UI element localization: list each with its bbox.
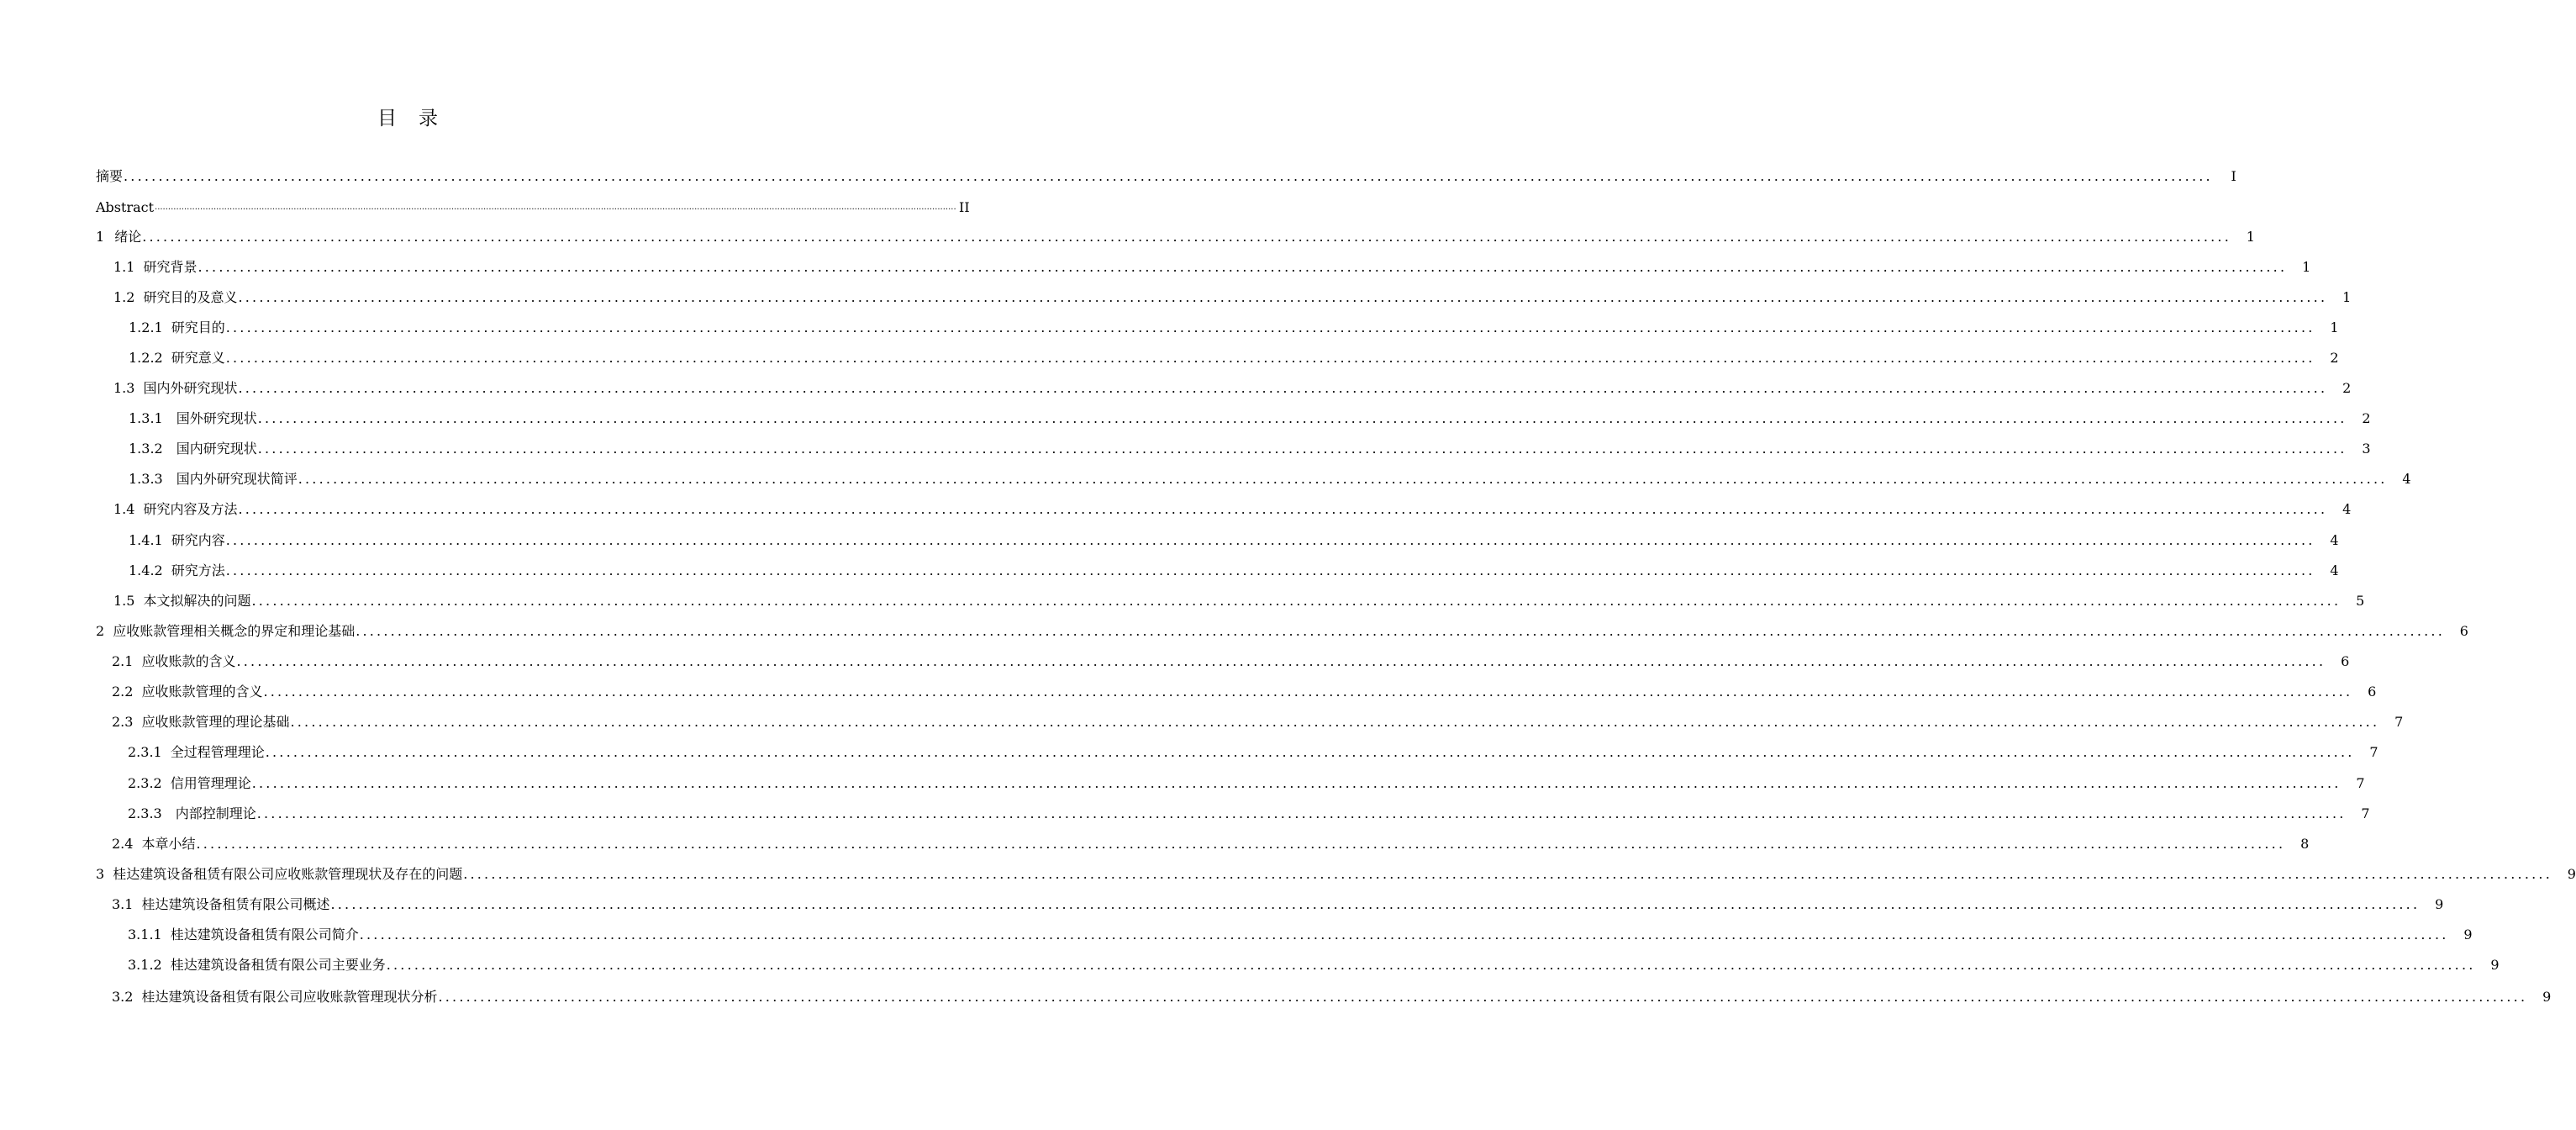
toc-entry[interactable] (129, 316, 2339, 336)
toc-entry-number: 3.2 (112, 989, 134, 1005)
toc-entry[interactable] (129, 529, 2339, 549)
toc-entry-title: 内部控制理论 (175, 805, 256, 821)
toc-entry[interactable] (112, 985, 2552, 1006)
toc-entry-page-number: 1 (2342, 289, 2352, 305)
toc-entry-title: 国内研究现状 (176, 441, 257, 457)
toc-entry-page-number: 9 (2542, 989, 2552, 1005)
toc-leader-dots: ............................................................................................................................................................................................................................................................................................................ (142, 229, 2231, 245)
toc-entry-page-number: 7 (2394, 714, 2404, 730)
toc-leader-dots: ............................................................................................................................................................................................................................................................................................................ (256, 805, 2347, 821)
title-char-2: 录 (419, 108, 438, 129)
toc-entry-label (129, 562, 225, 579)
toc-entry[interactable] (113, 286, 2352, 306)
toc-entry-number: 3.1 (112, 896, 134, 912)
toc-leader-dots: ............................................................................................................................................................................................................................................................................................................ (225, 319, 2315, 335)
toc-entry-label (128, 805, 256, 822)
toc-entry-number: 1.3.2 (129, 441, 163, 457)
toc-entry-number: 2.3.1 (128, 744, 162, 760)
toc-entry-label (129, 532, 225, 549)
toc-leader-dots: ............................................................................................................................................................................................................................................................................................................ (356, 623, 2445, 639)
toc-entry-label (128, 775, 251, 792)
toc-entry-label (112, 836, 195, 853)
toc-leader-dots: ............................................................................................................................................................................................................................................................................................................ (251, 775, 2342, 791)
toc-leader-dots: ............................................................................................................................................................................................................................................................................................................ (196, 836, 2286, 852)
toc-entry-number: 1 (96, 229, 105, 245)
toc-entry[interactable] (96, 165, 2236, 185)
toc-entry[interactable] (129, 407, 2371, 427)
toc-leader-dots: ............................................................................................................................................................................................................................................................................................................ (265, 744, 2355, 760)
toc-entry-page-number: 9 (2567, 866, 2576, 882)
toc-entry-number: 1.3 (113, 380, 135, 396)
toc-leader-dots: ............................................................................................................................................................................................................................................................................................................ (225, 562, 2315, 578)
toc-entry[interactable] (128, 923, 2473, 943)
toc-entry[interactable] (129, 346, 2339, 367)
toc-entry-title: 桂达建筑设备租赁有限公司简介 (170, 927, 359, 943)
toc-entry-label (129, 319, 225, 336)
toc-entry-number: 2.3.3 (128, 805, 162, 821)
toc-entry-number: 1.4.2 (129, 562, 163, 578)
toc-leader-dots: ............................................................................................................................................................................................................................................................................................................ (225, 350, 2315, 366)
toc-entry-title: 国外研究现状 (176, 410, 257, 426)
toc-entry-label (129, 471, 298, 488)
toc-entry-label (113, 380, 237, 397)
toc-leader-dots: ............................................................................................................................................................................................................................................................................................................ (298, 471, 2388, 487)
toc-entry-label (113, 259, 197, 276)
page-title (0, 103, 815, 130)
toc-leader-dots: ............................................................................................................................................................................................................................................................................................................ (290, 714, 2380, 730)
toc-entry-label (128, 957, 386, 974)
toc-entry-number: 1.2 (113, 289, 135, 305)
toc-entry-title: 应收账款管理的含义 (141, 684, 263, 700)
toc-leader-dots: ............................................................................................................................................................................................................................................................................................................ (463, 866, 2552, 882)
toc-leader-dots: ............................................................................................................................................................................................................................................................................................................ (386, 957, 2476, 973)
toc-leader-dots: ............................................................................................................................................................................................................................................................................................................ (238, 380, 2328, 396)
toc-entry-page-number: 6 (2459, 623, 2468, 639)
toc-entry-title: 研究方法 (171, 562, 225, 578)
toc-entry[interactable] (128, 953, 2500, 974)
toc-entry-label (113, 289, 237, 306)
toc-entry-label (128, 744, 265, 761)
toc-entry-title: 应收账款管理相关概念的界定和理论基础 (113, 623, 356, 639)
toc-entry-title: 研究目的 (171, 319, 225, 335)
toc-entry-label (113, 501, 237, 518)
toc-entry-page-number: 2 (2362, 410, 2371, 426)
toc-entry-title: 应收账款的含义 (141, 653, 236, 669)
toc-entry-label (96, 623, 355, 640)
toc-entry-page-number: 6 (2341, 653, 2350, 669)
toc-entry-page-number: 7 (2369, 744, 2378, 760)
toc-entry-label (112, 714, 289, 731)
toc-entry[interactable] (96, 225, 2255, 246)
toc-entry-number: 1.4.1 (129, 532, 163, 548)
toc-entry-page-number: 7 (2356, 775, 2365, 791)
toc-entry-number: 2.3 (112, 714, 134, 730)
toc-leader-dots: ............................................................................................................................................................................................................................................................................................................ (225, 532, 2315, 548)
toc-entry-title: 全过程管理理论 (170, 744, 265, 760)
toc-entry-label (112, 684, 262, 700)
toc-entry-page-number: 2 (2330, 350, 2339, 366)
toc-entry-title: 应收账款管理的理论基础 (141, 714, 290, 730)
toc-entry-page-number: 5 (2356, 593, 2365, 609)
toc-entry-page-number: II (959, 199, 970, 215)
toc-entry[interactable] (96, 620, 2468, 640)
toc-entry-title: 桂达建筑设备租赁有限公司应收账款管理现状分析 (141, 989, 438, 1005)
toc-entry-title: 本文拟解决的问题 (143, 593, 251, 609)
toc-entry-number: 2.1 (112, 653, 134, 669)
toc-entry-label (96, 866, 462, 883)
toc-entry-title: 桂达建筑设备租赁有限公司应收账款管理现状及存在的问题 (113, 866, 463, 882)
toc-entry-page-number: 2 (2342, 380, 2352, 396)
toc-entry-page-number: 8 (2300, 836, 2310, 852)
toc-leader-dots: ............................................................................................................................................................................................................................................................................................................ (198, 259, 2288, 275)
toc-entry[interactable] (113, 256, 2311, 276)
toc-entry-number: 2.4 (112, 836, 134, 852)
toc-entry-title: Abstract (96, 199, 155, 215)
toc-entry-page-number: 1 (2246, 229, 2255, 245)
toc-entry-label (129, 410, 257, 427)
toc-leader-dots: ............................................................................................................................................................................................................................................................................................................ (257, 410, 2347, 426)
toc-entry-number: 1.3.1 (129, 410, 163, 426)
toc-entry[interactable] (113, 498, 2352, 518)
toc-entry[interactable] (129, 559, 2339, 579)
toc-entry-title: 研究内容 (171, 532, 225, 548)
toc-entry-label (113, 593, 250, 610)
toc-entry-number: 1.2.1 (129, 319, 163, 335)
toc-entry[interactable] (129, 437, 2371, 457)
toc-entry-label (96, 168, 123, 185)
toc-entry[interactable] (129, 467, 2411, 488)
toc-entry-number: 3.1.2 (128, 957, 162, 973)
toc-entry-label (96, 229, 141, 246)
toc-entry-page-number: 9 (2490, 957, 2500, 973)
toc-entry-label (112, 896, 329, 913)
toc-entry-title: 摘要 (96, 168, 124, 184)
toc-entry[interactable] (128, 741, 2378, 761)
toc-leader-dots: ............................................................................................................................................................................................................................................................................................................ (251, 593, 2342, 609)
toc-entry-title: 国内外研究现状 (143, 380, 238, 396)
toc-entry-title: 研究意义 (171, 350, 225, 366)
toc-entry-page-number: 7 (2361, 805, 2370, 821)
toc-entry-title: 绪论 (114, 229, 142, 245)
toc-entry-page-number: 4 (2330, 562, 2339, 578)
toc-entry-title: 桂达建筑设备租赁有限公司概述 (141, 896, 330, 912)
toc-entry-label (129, 441, 257, 457)
toc-entry[interactable] (128, 802, 2370, 822)
toc-entry-label (112, 653, 235, 670)
toc-entry-page-number: 1 (2330, 319, 2339, 335)
toc-entry[interactable] (112, 650, 2350, 670)
toc-leader-dots: ............................................................................................................................................................................................................................................................................................................ (359, 927, 2449, 943)
toc-entry[interactable] (112, 710, 2404, 731)
toc-entry-title: 国内外研究现状简评 (176, 471, 298, 487)
toc-entry[interactable] (96, 196, 970, 216)
toc-entry-title: 研究内容及方法 (143, 501, 238, 517)
toc-entry-number: 1.4 (113, 501, 135, 517)
toc-entry-page-number: I (2231, 168, 2236, 184)
toc-entry-label (96, 199, 154, 216)
toc-entry-label (128, 927, 359, 943)
toc-leader-dots: ............................................................................................................................................................................................................................................................................................................ (257, 441, 2347, 457)
toc-entry-title: 桂达建筑设备租赁有限公司主要业务 (170, 957, 386, 973)
toc-entry-page-number: 3 (2362, 441, 2371, 457)
toc-entry-number: 1.3.3 (129, 471, 163, 487)
title-char-1: 目 (377, 108, 397, 129)
toc-leader-dots: ............................................................................................................................................................................................................................................................................................................ (330, 896, 2421, 912)
toc-entry-page-number: 6 (2368, 684, 2377, 700)
toc-entry[interactable] (128, 772, 2365, 792)
toc-entry[interactable] (112, 893, 2444, 913)
toc-entry[interactable] (112, 680, 2377, 700)
toc-entry-number: 1.5 (113, 593, 135, 609)
toc-entry-number: 1.2.2 (129, 350, 163, 366)
toc-entry-label (112, 989, 437, 1006)
toc-entry[interactable] (113, 377, 2352, 397)
toc-entry-number: 2 (96, 623, 105, 639)
toc-entry-page-number: 4 (2342, 501, 2352, 517)
toc-entry[interactable] (113, 589, 2365, 610)
toc-entry-page-number: 4 (2402, 471, 2411, 487)
toc-leader-dots: ............................................................................................................................................................................................................................................................................................................ (238, 501, 2328, 517)
toc-leader-dots: ............................................................................................................................................................................................................................................................................................................ (238, 289, 2328, 305)
toc-entry[interactable] (112, 832, 2310, 853)
toc-entry-page-number: 9 (2435, 896, 2444, 912)
toc-entry-page-number: 9 (2463, 927, 2473, 943)
toc-leader-dots: ............................................................................................................................................................................................................................................................................................................ (236, 653, 2326, 669)
toc-entry-number: 3 (96, 866, 105, 882)
toc-leader-dots: ............................................................................................................................................................................................................................................................................................................ (438, 989, 2528, 1005)
toc-entry-title: 研究目的及意义 (143, 289, 238, 305)
toc-entry-label (129, 350, 225, 367)
toc-entry-number: 2.3.2 (128, 775, 162, 791)
toc-entry-number: 1.1 (113, 259, 135, 275)
toc-entry-page-number: 4 (2330, 532, 2339, 548)
toc-entry-title: 本章小结 (141, 836, 196, 852)
toc-entry-title: 研究背景 (143, 259, 198, 275)
toc-entry[interactable] (96, 863, 2576, 883)
toc-leader-dots: ............................................................................................................................................................................................................................................................................................................ (263, 684, 2353, 700)
toc-leader-dots: ............................................................................................................................................................................................................................................................................................................ (155, 203, 956, 212)
toc-leader-dots: ............................................................................................................................................................................................................................................................................................................ (124, 168, 2213, 184)
toc-entry-number: 2.2 (112, 684, 134, 700)
toc-entry-page-number: 1 (2302, 259, 2311, 275)
toc-entry-title: 信用管理理论 (170, 775, 251, 791)
toc-entry-number: 3.1.1 (128, 927, 162, 943)
